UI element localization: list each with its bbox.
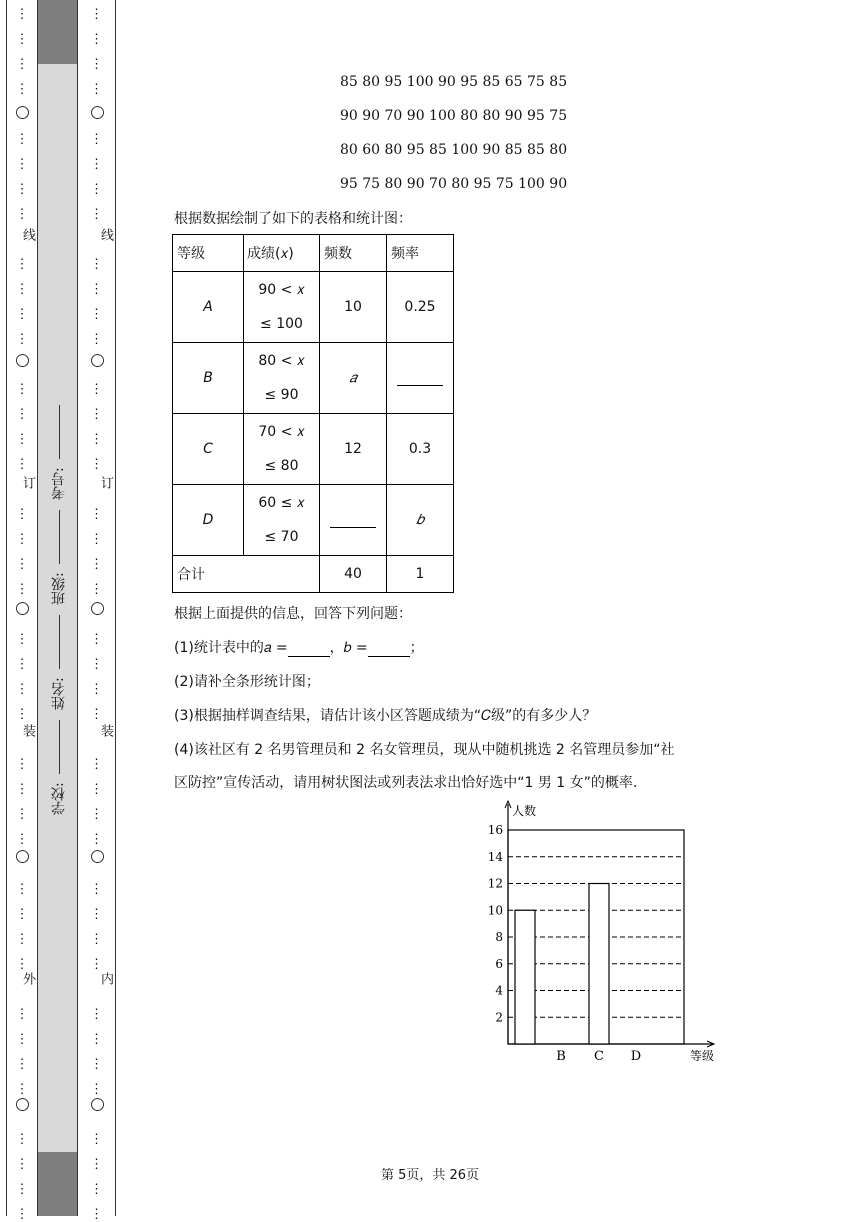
page-footer: 第 5页，共 26页 [380, 1168, 480, 1183]
student-info-fields [44, 400, 74, 820]
question-1-part-a: (1)统计表中的𝑎 = [174, 640, 288, 656]
question-1-end: ； [409, 640, 424, 656]
score-row-2: 90 90 70 90 100 80 80 90 95 75 [340, 108, 568, 124]
x-axis-label: 等级 [690, 1049, 715, 1063]
cut-line-dots: ⋮ [90, 32, 103, 47]
cut-line-dots: ⋮ [90, 657, 103, 672]
y-tick-label: 2 [495, 1010, 503, 1025]
total-rate: 1 [387, 556, 454, 593]
cut-line-dots: ⋮ [90, 957, 103, 972]
cut-line-dots: ⋮ [15, 957, 29, 972]
question-1 [174, 637, 424, 657]
range-lower: 80 < 𝑥 [258, 353, 305, 369]
score-row-1: 85 80 95 100 90 95 85 65 75 85 [340, 74, 568, 90]
cut-line-dots: ⋮ [90, 382, 103, 397]
binding-hole-circle [91, 850, 104, 863]
cut-line-dots: ⋮ [90, 282, 103, 297]
cut-line-dots: ⋮ [15, 932, 29, 947]
cut-line-dots: ⋮ [90, 432, 103, 447]
cut-line-dots: ⋮ [15, 757, 29, 772]
range-lower: 90 < 𝑥 [258, 282, 305, 298]
binding-hole-circle [16, 850, 29, 863]
cut-line-dots: ⋮ [90, 757, 103, 772]
grade-cell: D [202, 512, 214, 528]
cut-line-dots: ⋮ [15, 132, 29, 147]
y-tick-label: 12 [487, 876, 503, 891]
bar [515, 910, 535, 1044]
cut-line-dots: ⋮ [15, 707, 29, 722]
bar-chart [478, 796, 738, 1076]
cut-line-dots: ⋮ [15, 307, 29, 322]
cut-line-dots: ⋮ [90, 57, 103, 72]
question-2: (2)请补全条形统计图； [174, 674, 320, 690]
total-frequency: 40 [320, 556, 387, 593]
cut-line-dots: ⋮ [15, 682, 29, 697]
cut-line-dots: ⋮ [15, 657, 29, 672]
grade-cell: A [203, 299, 213, 315]
binding-mark: 线 [98, 228, 113, 241]
school-field-line[interactable] [58, 720, 60, 774]
cut-line-dots: ⋮ [15, 782, 29, 797]
binding-mark: 装 [20, 724, 35, 737]
frequency-cell: 10 [320, 272, 387, 343]
cut-line-dots: ⋮ [90, 632, 103, 647]
cut-line-dots: ⋮ [15, 382, 29, 397]
cut-line-dots: ⋮ [90, 807, 103, 822]
range-upper: ≤ 90 [264, 387, 299, 403]
binding-mark: 内 [98, 972, 113, 985]
cut-line-dots: ⋮ [90, 132, 103, 147]
cut-line-dots: ⋮ [15, 82, 29, 97]
table-row [173, 485, 454, 556]
cut-line-dots: ⋮ [15, 507, 29, 522]
table-row [173, 414, 454, 485]
binding-hole-circle [91, 106, 104, 119]
range-upper: ≤ 100 [260, 316, 303, 332]
exam-number-field-label: 考号: [51, 467, 67, 501]
cut-line-dots: ⋮ [15, 882, 29, 897]
class-field-label: 班级: [51, 572, 67, 606]
cut-line-dots: ⋮ [90, 1057, 103, 1072]
binding-outer-strip [6, 0, 38, 1222]
cut-line-dots: ⋮ [90, 1082, 103, 1097]
frequency-cell: 12 [320, 414, 387, 485]
question-4-line-1: (4)该社区有 2 名男管理员和 2 名女管理员，现从中随机挑选 2 名管理员参加“社 [174, 742, 675, 758]
cut-line-dots: ⋮ [90, 7, 103, 22]
cut-line-dots: ⋮ [90, 1207, 103, 1222]
cut-line-dots: ⋮ [90, 707, 103, 722]
cut-line-dots: ⋮ [15, 157, 29, 172]
cut-line-dots: ⋮ [90, 932, 103, 947]
x-tick-label: B [556, 1049, 566, 1064]
y-tick-label: 8 [495, 930, 503, 944]
cut-line-dots: ⋮ [90, 207, 103, 222]
cut-line-dots: ⋮ [90, 182, 103, 197]
cut-line-dots: ⋮ [15, 457, 29, 472]
score-row-3: 80 60 80 95 85 100 90 85 85 80 [340, 142, 568, 158]
grade-cell: C [203, 441, 213, 457]
answer-a-blank[interactable] [288, 642, 330, 657]
y-tick-label: 10 [487, 903, 503, 918]
cut-line-dots: ⋮ [90, 1157, 103, 1172]
range-lower: 70 < 𝑥 [258, 424, 305, 440]
name-field-label: 姓名: [51, 677, 67, 711]
table-total-row [173, 556, 454, 593]
rate-cell: 0.3 [387, 414, 454, 485]
cut-line-dots: ⋮ [90, 82, 103, 97]
cut-line-dots: ⋮ [90, 257, 103, 272]
cut-line-dots: ⋮ [15, 407, 29, 422]
binding-top-block [38, 0, 77, 64]
header-frequency: 频数 [320, 235, 387, 272]
cut-line-dots: ⋮ [90, 882, 103, 897]
binding-hole-circle [16, 602, 29, 615]
cut-line-dots: ⋮ [90, 532, 103, 547]
question-3: (3)根据抽样调查结果，请估计该小区答题成绩为“𝐶级”的有多少人？ [174, 708, 597, 724]
header-rate: 频率 [387, 235, 454, 272]
cut-line-dots: ⋮ [90, 782, 103, 797]
cut-line-dots: ⋮ [15, 182, 29, 197]
table-row [173, 343, 454, 414]
cut-line-dots: ⋮ [15, 632, 29, 647]
cut-line-dots: ⋮ [15, 832, 29, 847]
cut-line-dots: ⋮ [15, 1082, 29, 1097]
binding-hole-circle [16, 106, 29, 119]
binding-hole-circle [91, 354, 104, 367]
binding-mark: 装 [98, 724, 113, 737]
cut-line-dots: ⋮ [15, 432, 29, 447]
binding-hole-circle [16, 1098, 29, 1111]
cut-line-dots: ⋮ [90, 157, 103, 172]
cut-line-dots: ⋮ [90, 557, 103, 572]
cut-line-dots: ⋮ [15, 57, 29, 72]
cut-line-dots: ⋮ [15, 1182, 29, 1197]
binding-hole-circle [91, 1098, 104, 1111]
cut-line-dots: ⋮ [15, 282, 29, 297]
cut-line-dots: ⋮ [15, 1057, 29, 1072]
cut-line-dots: ⋮ [15, 907, 29, 922]
range-lower: 60 ≤ 𝑥 [258, 495, 305, 511]
total-label: 合计 [173, 556, 320, 593]
cut-line-dots: ⋮ [90, 907, 103, 922]
binding-hole-circle [91, 602, 104, 615]
cut-line-dots: ⋮ [15, 1007, 29, 1022]
binding-mark: 订 [20, 476, 35, 489]
y-tick-label: 6 [495, 956, 503, 971]
y-tick-label: 16 [487, 823, 503, 837]
cut-line-dots: ⋮ [15, 257, 29, 272]
table-row [173, 272, 454, 343]
cut-line-dots: ⋮ [90, 1007, 103, 1022]
cut-line-dots: ⋮ [90, 407, 103, 422]
grade-cell: B [203, 370, 213, 386]
frequency-table [172, 234, 454, 593]
rate-cell: 𝑏 [416, 512, 424, 528]
cut-line-dots: ⋮ [90, 1032, 103, 1047]
cut-line-dots: ⋮ [90, 1182, 103, 1197]
cut-line-dots: ⋮ [15, 207, 29, 222]
cut-line-dots: ⋮ [90, 507, 103, 522]
y-tick-label: 4 [495, 983, 503, 998]
cut-line-dots: ⋮ [90, 1132, 103, 1147]
cut-line-dots: ⋮ [15, 582, 29, 597]
exam-number-field-line[interactable] [58, 405, 60, 459]
binding-bottom-block [38, 1152, 77, 1216]
cut-line-dots: ⋮ [90, 457, 103, 472]
answer-b-blank[interactable] [368, 642, 410, 657]
prompt-text: 根据上面提供的信息，回答下列问题： [174, 606, 412, 622]
binding-hole-circle [16, 354, 29, 367]
intro-text: 根据数据绘制了如下的表格和统计图： [174, 211, 412, 227]
cut-line-dots: ⋮ [15, 1157, 29, 1172]
x-tick-label: D [630, 1049, 642, 1064]
cut-line-dots: ⋮ [90, 682, 103, 697]
cut-line-dots: ⋮ [90, 582, 103, 597]
rate-blank[interactable] [397, 371, 443, 386]
binding-mark: 订 [98, 476, 113, 489]
rate-cell: 0.25 [387, 272, 454, 343]
x-tick-label: C [594, 1049, 604, 1064]
cut-line-dots: ⋮ [90, 307, 103, 322]
binding-mark: 外 [20, 972, 35, 985]
cut-line-dots: ⋮ [15, 1207, 29, 1222]
cut-line-dots: ⋮ [90, 332, 103, 347]
binding-mark: 线 [20, 228, 35, 241]
binding-inner-strip [78, 0, 116, 1222]
frequency-blank[interactable] [330, 513, 376, 528]
question-4-line-2: 区防控”宣传活动，请用树状图法或列表法求出恰好选中“1 男 1 女”的概率. [174, 775, 638, 791]
cut-line-dots: ⋮ [15, 532, 29, 547]
cut-line-dots: ⋮ [15, 557, 29, 572]
header-grade: 等级 [173, 235, 244, 272]
y-tick-label: 14 [487, 849, 503, 864]
cut-line-dots: ⋮ [15, 32, 29, 47]
score-row-4: 95 75 80 90 70 80 95 75 100 90 [340, 176, 568, 192]
header-score: 成绩(𝑥) [244, 235, 320, 272]
range-upper: ≤ 80 [264, 458, 299, 474]
bar [589, 884, 609, 1045]
range-upper: ≤ 70 [264, 529, 299, 545]
cut-line-dots: ⋮ [15, 332, 29, 347]
frequency-cell: 𝑎 [349, 370, 357, 386]
class-field-line[interactable] [58, 510, 60, 564]
name-field-line[interactable] [58, 615, 60, 669]
cut-line-dots: ⋮ [15, 1132, 29, 1147]
cut-line-dots: ⋮ [15, 7, 29, 22]
cut-line-dots: ⋮ [15, 807, 29, 822]
school-field-label: 学校: [51, 782, 67, 816]
cut-line-dots: ⋮ [15, 1032, 29, 1047]
cut-line-dots: ⋮ [90, 832, 103, 847]
question-1-part-b: ，𝑏 = [329, 640, 368, 656]
y-axis-label: 人数 [512, 804, 537, 818]
